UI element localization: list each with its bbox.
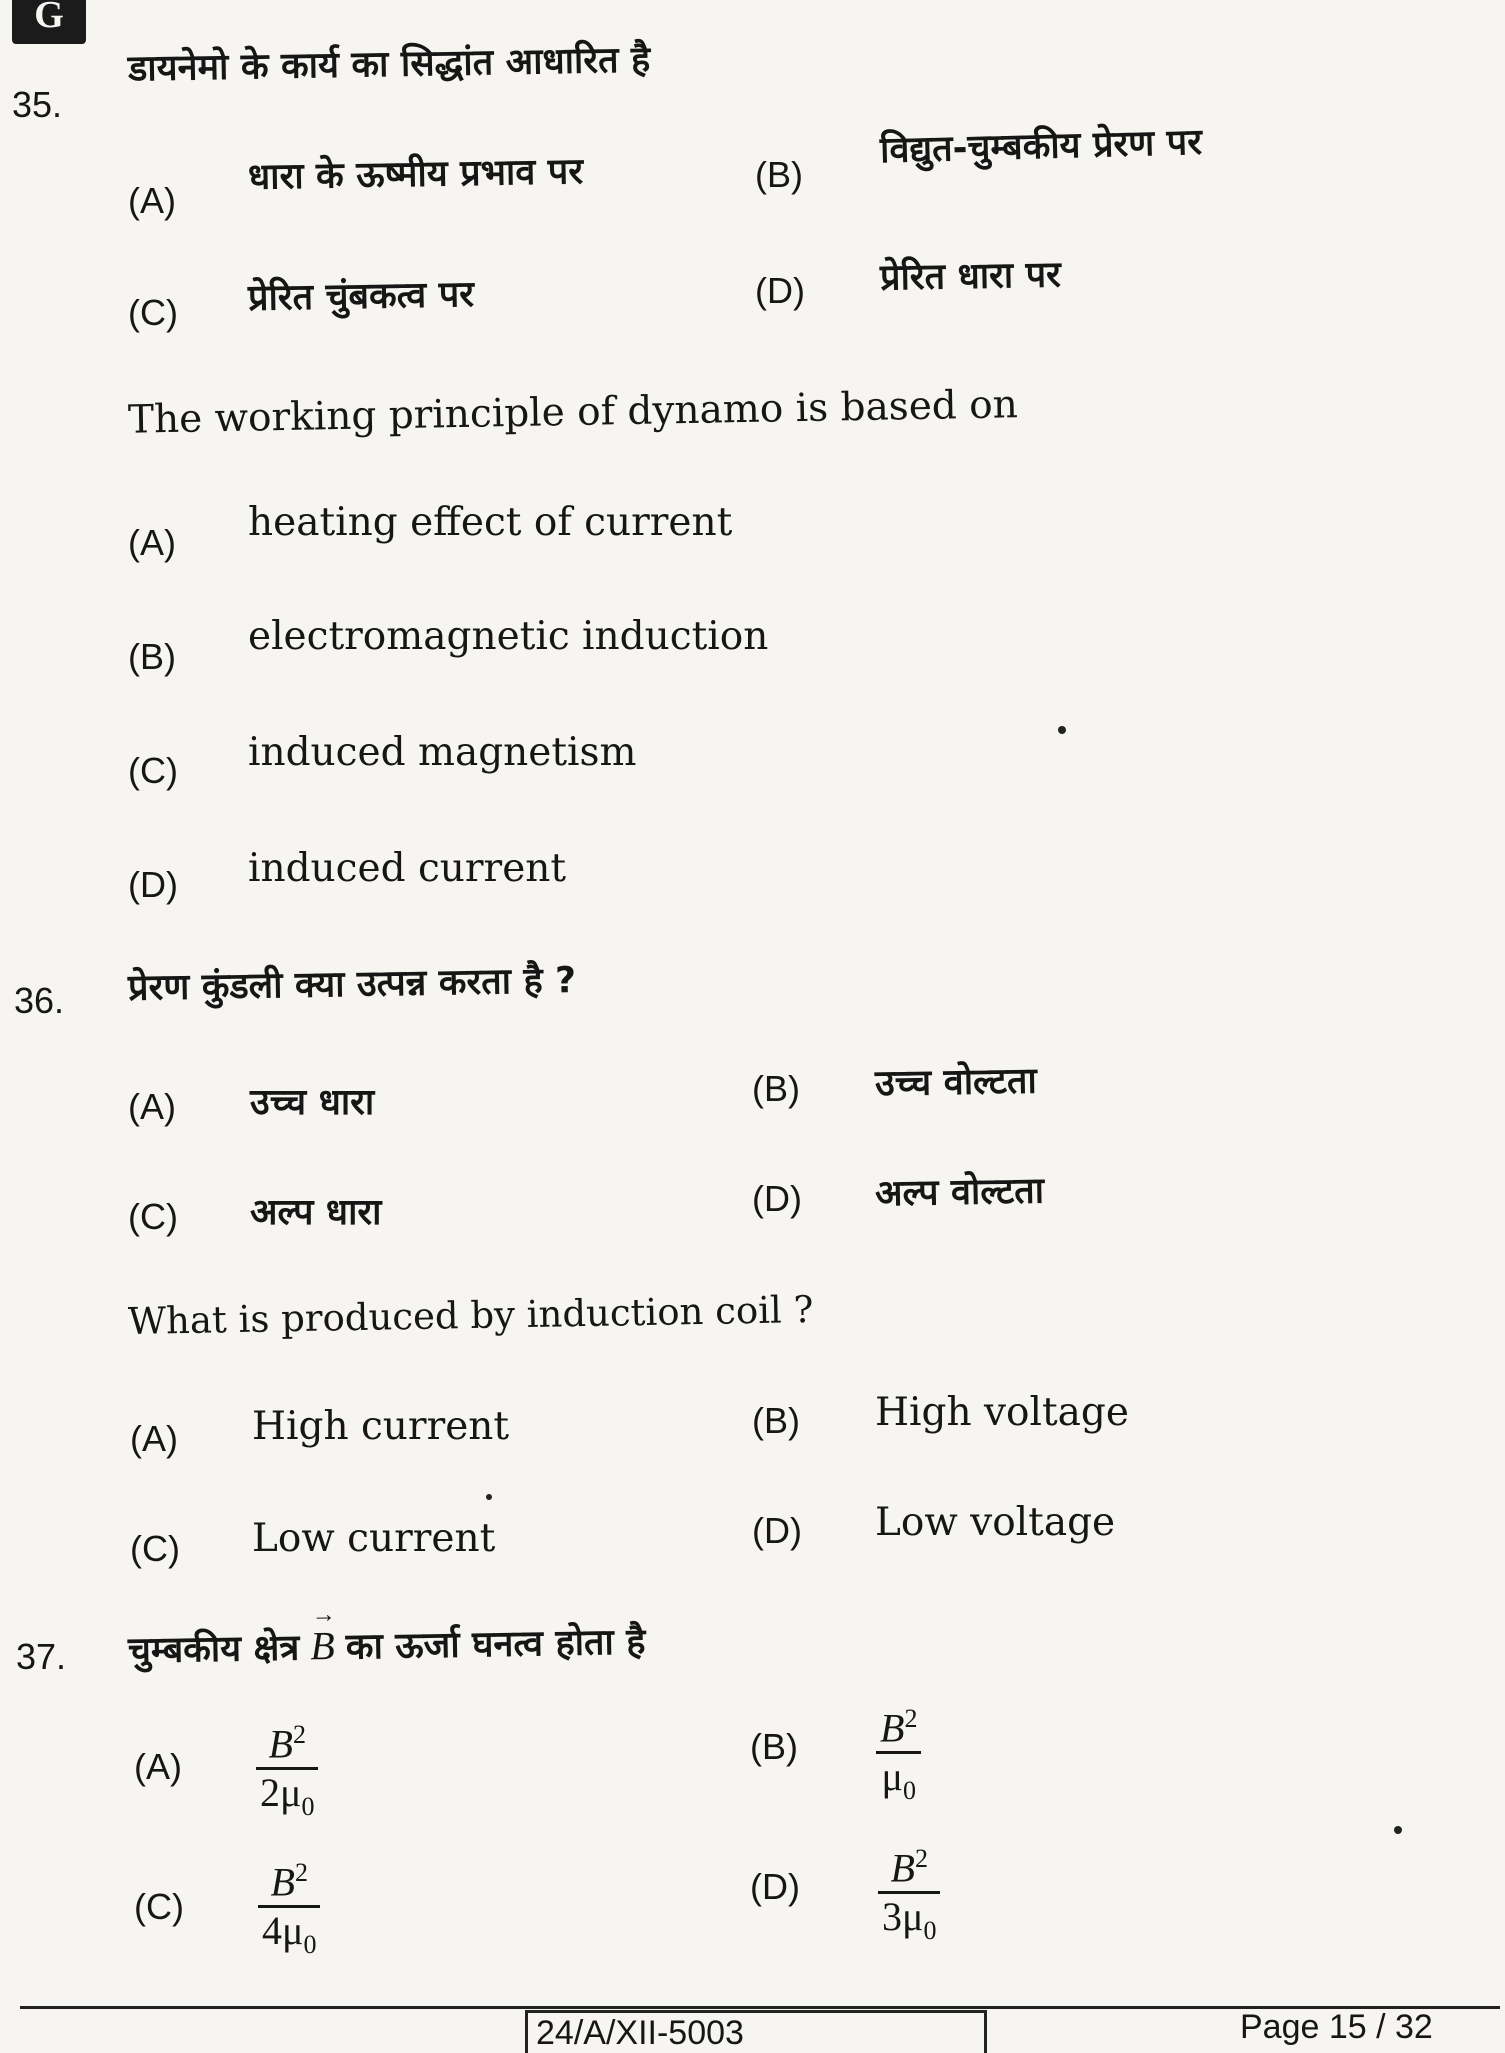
q36-hindi-option-b: उच्च वोल्टता bbox=[874, 1060, 1038, 1105]
q36-hindi-option-c: अल्प धारा bbox=[250, 1192, 382, 1233]
q36-hindi-option-d: अल्प वोल्टता bbox=[874, 1170, 1045, 1215]
question-36-hindi: प्रेरण कुंडली क्या उत्पन्न करता है ? bbox=[127, 960, 577, 1009]
q36-option-a-label: (A) bbox=[130, 1418, 178, 1459]
vector-b-symbol: → B bbox=[310, 1622, 335, 1669]
q36-option-d-label: (D) bbox=[752, 1510, 802, 1551]
q36-hindi-option-a: उच्च धारा bbox=[250, 1082, 375, 1123]
q36-option-b: High voltage bbox=[875, 1390, 1129, 1435]
q37-option-d-fraction: $B^2$ $3\mu_0$ bbox=[878, 1836, 940, 1954]
q37-option-a-fraction: $B^2$ $2\mu_0$ bbox=[256, 1712, 318, 1830]
q35-option-a-label: (A) bbox=[128, 522, 176, 563]
q35-hindi-option-b-label: (B) bbox=[755, 154, 803, 195]
question-36-english: What is produced by induction coil ? bbox=[127, 1288, 814, 1343]
q35-hindi-option-c: प्रेरित चुंबकत्व पर bbox=[247, 274, 475, 319]
paper-code: 24/A/XII-5003 bbox=[525, 2010, 987, 2053]
set-badge: G bbox=[12, 0, 86, 44]
q35-option-c: induced magnetism bbox=[248, 730, 637, 775]
q36-option-c: Low current bbox=[252, 1516, 496, 1561]
print-speck bbox=[1058, 726, 1066, 734]
question-number-35: 35. bbox=[12, 84, 63, 125]
q35-option-d: induced current bbox=[248, 846, 567, 891]
q35-option-a: heating effect of current bbox=[248, 500, 733, 545]
q35-hindi-option-b: विद्युत-चुम्बकीय प्रेरण पर bbox=[879, 121, 1203, 172]
q37-option-b-fraction: $B^2$ $\mu_0$ bbox=[876, 1696, 921, 1814]
q36-option-a: High current bbox=[252, 1404, 510, 1449]
q35-hindi-option-d: प्रेरित धारा पर bbox=[879, 254, 1062, 299]
q36-option-b-label: (B) bbox=[752, 1400, 800, 1441]
q37-option-b-label: (B) bbox=[750, 1726, 798, 1767]
q36-hindi-option-b-label: (B) bbox=[752, 1068, 800, 1109]
question-35-hindi: डायनेमो के कार्य का सिद्धांत आधारित है bbox=[127, 39, 651, 90]
page-number: Page 15 / 32 bbox=[1240, 2008, 1433, 2046]
q35-hindi-option-d-label: (D) bbox=[755, 270, 805, 311]
question-37-hindi bbox=[128, 1615, 646, 1673]
q35-option-d-label: (D) bbox=[128, 864, 178, 905]
question-number-36: 36. bbox=[14, 980, 65, 1021]
q36-hindi-option-a-label: (A) bbox=[128, 1086, 176, 1127]
q35-option-b-label: (B) bbox=[128, 636, 176, 677]
q35-hindi-option-a: धारा के ऊष्मीय प्रभाव पर bbox=[247, 151, 584, 198]
q37-option-a-label: (A) bbox=[134, 1746, 182, 1787]
q35-hindi-option-c-label: (C) bbox=[128, 292, 178, 333]
question-37-hindi-part1: चुम्बकीय क्षेत्र bbox=[127, 1627, 300, 1672]
q36-hindi-option-d-label: (D) bbox=[752, 1178, 802, 1219]
q35-option-b: electromagnetic induction bbox=[248, 614, 769, 659]
question-37-hindi-part2: का ऊर्जा घनत्व होता है bbox=[345, 1621, 646, 1668]
q36-option-d: Low voltage bbox=[875, 1500, 1116, 1545]
q35-hindi-option-a-label: (A) bbox=[128, 180, 176, 221]
print-speck bbox=[486, 1494, 492, 1500]
print-speck bbox=[1394, 1826, 1402, 1834]
question-number-37: 37. bbox=[16, 1636, 67, 1677]
q37-option-c-label: (C) bbox=[134, 1886, 184, 1927]
q35-option-c-label: (C) bbox=[128, 750, 178, 791]
q36-option-c-label: (C) bbox=[130, 1528, 180, 1569]
question-35-english: The working principle of dynamo is based on bbox=[127, 382, 1019, 443]
q37-option-d-label: (D) bbox=[750, 1866, 800, 1907]
q36-hindi-option-c-label: (C) bbox=[128, 1196, 178, 1237]
q37-option-c-fraction: $B^2$ $4\mu_0$ bbox=[258, 1850, 320, 1968]
